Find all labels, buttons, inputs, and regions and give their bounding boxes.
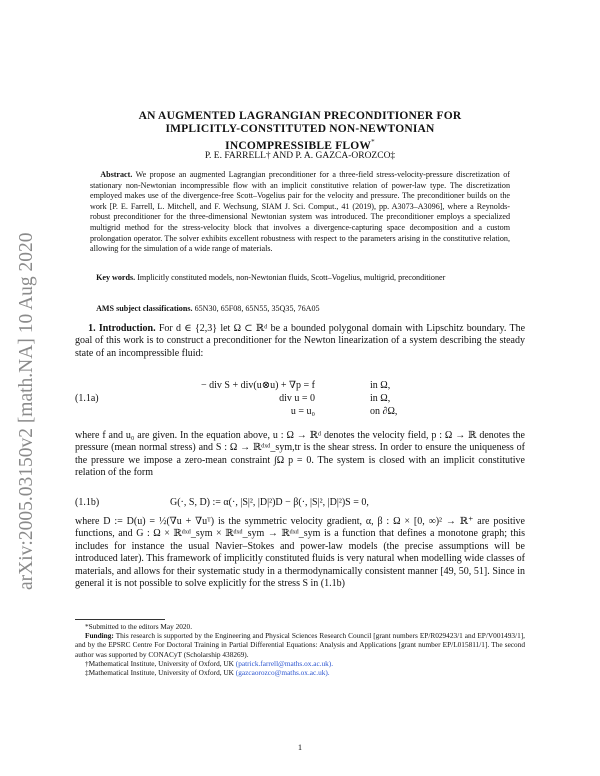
footnote-affiliation-2 (75, 668, 525, 677)
equation-domain-2: in Ω, (370, 393, 391, 404)
page-number: 1 (297, 742, 303, 752)
ams-text: 65N30, 65F08, 65N55, 35Q35, 76A05 (194, 304, 320, 313)
funding-label: Funding: (85, 631, 114, 641)
intro-paragraph-3 (75, 516, 525, 590)
equation-domain-3: on ∂Ω, (370, 406, 398, 417)
intro-text-2: where f and u₀ are given. In the equation above, u : Ω → ℝᵈ denotes the velocity field, p : Ω → ℝ denotes the pressure (mean normal stress) and S : Ω → ℝᵈˣᵈ_sym,tr is the shear stress. In order to ensure the uniqueness of the pressure we impose a zero-mean constraint ∫Ω p = 0. The system is closed with an implicit constitutive relation of the form (75, 430, 525, 479)
footnote-funding (75, 631, 525, 659)
title-line-3: INCOMPRESSIBLE FLOW (225, 139, 372, 152)
title-line-1: AN AUGMENTED LAGRANGIAN PRECONDITIONER FOR (138, 110, 462, 122)
affiliation-1-text: †Mathematical Institute, University of Oxford, UK (85, 658, 234, 668)
intro-paragraph-1 (75, 323, 525, 360)
ams-classifications (90, 304, 510, 315)
keywords-text: Implicitly constituted models, non-Newtonian fluids, Scott–Vogelius, multigrid, preconditioner (137, 273, 446, 282)
funding-text: This research is supported by the Engineering and Physical Sciences Research Council [grant numbers EP/R029423/1 and EP/V001493/1], and by the EPSRC Centre For Doctoral Training in Partial Differential Equations: Analysis and Applications [grant number EP/L015811/1]. The second author was supported by CONACyT (Scholarship 438269). (75, 631, 525, 659)
equation-domain-1: in Ω, (370, 380, 391, 391)
equation-label-1-1b: (1.1b) (75, 497, 100, 508)
equation-1-1b: G(·, S, D) := α(·, |S|², |D|²)D − β(·, |S|², |D|²)S = 0, (170, 497, 369, 508)
equation-label-1-1a: (1.1a) (75, 393, 99, 404)
section-heading: 1. Introduction. (88, 323, 156, 334)
abstract-text: We propose an augmented Lagrangian preconditioner for a three-field stress-velocity-pressure discretization of stationary non-Newtonian incompressible flow with an implicit constitutive relation of power-law type. The discretization employed makes use of the divergence-free Scott–Vogelius pair for the velocity and pressure. The preconditioner builds on the work [P. E. Farrell, L. Mitchell, and F. Wechsung, SIAM J. Sci. Comput., 41 (2019), pp. A3073–A3096], where a Reynolds-robust preconditioner for the three-dimensional Newtonian system was introduced. The preconditioner employs a specialized multigrid method for the stress-velocity block that involves a divergence-capturing space decomposition and a custom prolongation operator. The solver exhibits excellent robustness with respect to the parameters arising in the constitutive relation, allowing for the simulation of a wide range of materials. (90, 170, 510, 254)
footnote-submitted: *Submitted to the editors May 2020. (85, 622, 193, 631)
equation-line-1: − div S + div(u⊗u) + ∇p = f (200, 380, 315, 391)
title-footnote-mark: * (371, 138, 375, 146)
equation-1-1a (160, 380, 315, 417)
paper-title (80, 110, 520, 153)
abstract (90, 170, 510, 255)
equation-domains (370, 380, 397, 417)
abstract-label: Abstract. (100, 170, 133, 179)
arxiv-stamp (6, 190, 42, 590)
title-line-2: IMPLICITLY-CONSTITUTED NON-NEWTONIAN (165, 123, 435, 135)
footnote-rule (75, 619, 165, 620)
footnotes (75, 622, 525, 677)
affiliation-2-text: ‡Mathematical Institute, University of Oxford, UK (85, 668, 234, 678)
footnote-affiliation-1 (75, 659, 525, 668)
email-link-farrell[interactable]: (patrick.farrell@maths.ox.ac.uk). (235, 658, 334, 668)
email-link-gazca[interactable]: (gazcaorozco@maths.ox.ac.uk). (235, 668, 330, 678)
equation-line-3: u = u₀ (290, 406, 315, 417)
keywords (90, 273, 510, 284)
arxiv-stamp-text: arXiv:2005.03150v2 [math.NA] 10 Aug 2020 (16, 232, 37, 590)
keywords-label: Key words. (96, 273, 136, 282)
intro-text-1: For d ∈ {2,3} let Ω ⊂ ℝᵈ be a bounded polygonal domain with Lipschitz boundary. The goal of this work is to construct a preconditioner for the Newton linearization of a system describing the steady state of an incompressible fluid: (75, 323, 526, 359)
intro-text-3: where D := D(u) = ½(∇u + ∇uᵀ) is the symmetric velocity gradient, α, β : Ω × [0, ∞)² → ℝ⁺ are positive functions, and G : Ω × ℝᵈˣᵈ_sym × ℝᵈˣᵈ_sym → ℝᵈˣᵈ_sym is a function that defines a monotone graph; this includes for instance the usual Navier–Stokes and power-law models (the precise assumptions will be introduced later). This framework of implicitly constituted fluids is very natural when modelling wide classes of materials, and allows for their systematic study in a thermodynamically consistent manner [49, 50, 51]. Since in general it is not possible to solve explicitly for the stress S in (1.1b) (75, 516, 525, 590)
equation-line-2: div u = 0 (279, 393, 315, 404)
intro-paragraph-2 (75, 430, 525, 480)
ams-label: AMS subject classifications. (96, 304, 193, 313)
authors: P. E. FARRELL† AND P. A. GAZCA-OROZCO‡ (204, 151, 396, 161)
